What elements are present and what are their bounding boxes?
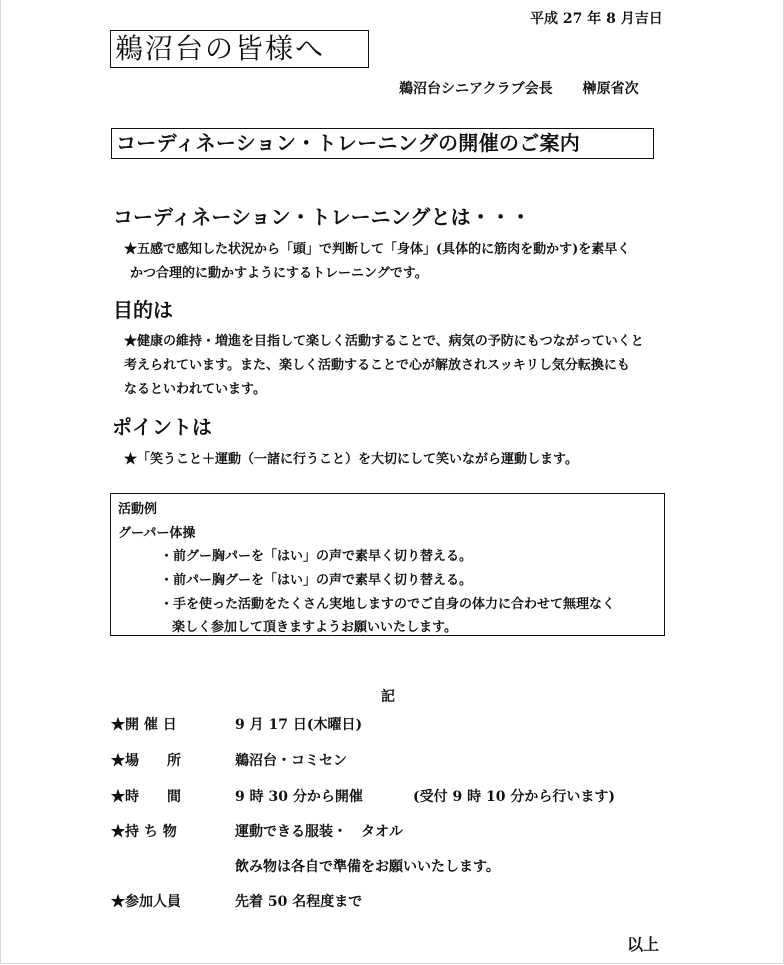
text-line: なるといわれています。 xyxy=(124,382,266,397)
closing-text: 以上 xyxy=(627,935,660,954)
time-value: 9 時 30 分から開催 xyxy=(235,789,363,805)
text-line: ★健康の維持・増進を目指して楽しく活動することで、病気の予防にもつながっていくと xyxy=(124,334,644,349)
items-label: ★持 ち 物 xyxy=(111,824,177,840)
issue-date: 平成 27 年 8 月吉日 xyxy=(530,11,663,27)
activity-item: ・前パー胸グーを「はい」の声で素早く切り替える。 xyxy=(160,573,473,588)
time-label: ★時 間 xyxy=(111,789,181,805)
section-text-purpose xyxy=(124,330,644,402)
reception-time: (受付 9 時 10 分から行います) xyxy=(413,789,615,805)
section-text-about xyxy=(124,238,630,286)
sender-title: 鵜沼台シニアクラブ会長 xyxy=(399,81,553,97)
section-text-points xyxy=(124,448,578,472)
place-value: 鵜沼台・コミセン xyxy=(235,753,347,769)
people-label: ★参加人員 xyxy=(111,894,181,910)
activity-item: ・前グー胸パーを「はい」の声で素早く切り替える。 xyxy=(160,549,473,564)
activity-label: 活動例 xyxy=(118,502,158,517)
text-line: ★五感で感知した状況から「頭」で判断して「身体」(具体的に筋肉を動かす)を素早く xyxy=(124,242,631,257)
section-title-points: ポイントは xyxy=(112,415,212,439)
items-note: 飲み物は各自で準備をお願いいたします。 xyxy=(235,859,500,875)
sender-name: 榊原省次 xyxy=(582,81,639,97)
items-value: 運動できる服装・ タオル xyxy=(235,824,403,840)
document-heading: コーディネーション・トレーニングの開催のご案内 xyxy=(111,128,654,159)
activity-item: 楽しく参加して頂きますようお願いいたします。 xyxy=(172,620,457,635)
ki-heading: 記 xyxy=(381,689,395,705)
date-label: ★開 催 日 xyxy=(111,717,177,733)
section-title-about: コーディネーション・トレーニングとは・・・ xyxy=(113,205,531,229)
people-value: 先着 50 名程度まで xyxy=(235,894,363,910)
activity-subtitle: グーパー体操 xyxy=(118,526,196,541)
place-label: ★場 所 xyxy=(111,753,181,769)
text-line: かつ合理的に動かすようにするトレーニングです。 xyxy=(130,266,428,281)
greeting-title: 鵜沼台の皆様へ xyxy=(110,30,369,68)
date-value: 9 月 17 日(木曜日) xyxy=(235,717,363,733)
section-title-purpose: 目的は xyxy=(113,298,173,322)
activity-box xyxy=(110,493,665,636)
text-line: ★「笑うこと＋運動（一諸に行うこと）を大切にして笑いながら運動します。 xyxy=(124,452,578,467)
activity-item: ・手を使った活動をたくさん実地しますのでご自身の体力に合わせて無理なく xyxy=(160,597,616,612)
sender-line xyxy=(399,78,639,98)
text-line: 考えられています。また、楽しく活動することで心が解放されスッキリし気分転換にも xyxy=(124,358,630,373)
